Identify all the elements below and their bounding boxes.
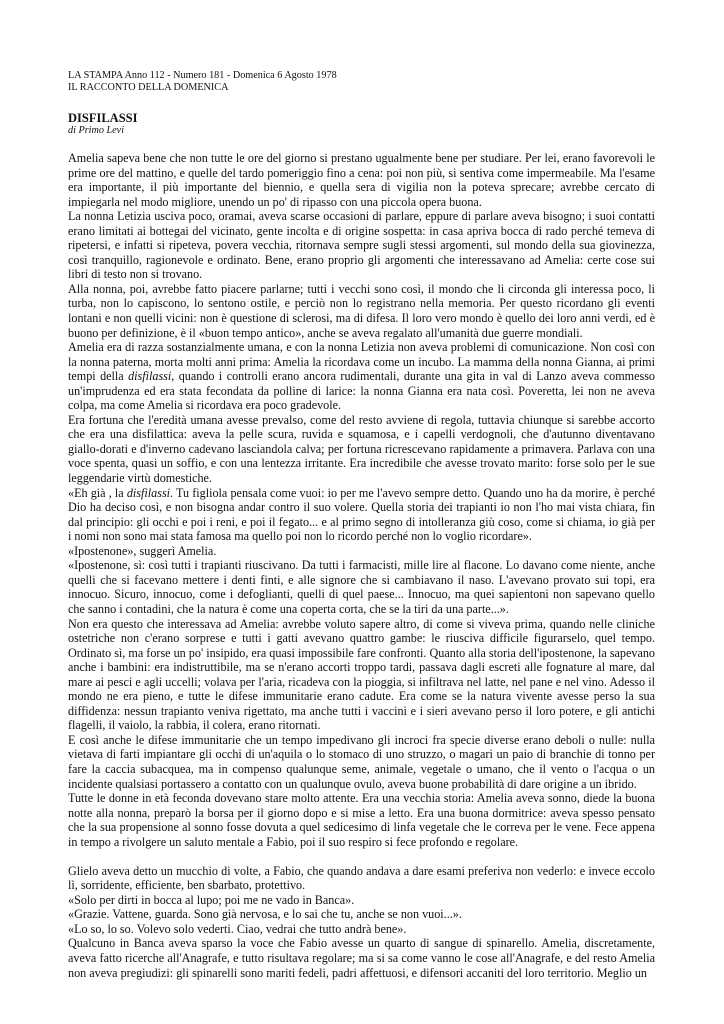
paragraph-text: , quando i controlli erano ancora rudimentali, durante una gita in val di Lanzo aveva commesso un'imprudenza ed era stata fecondata da polline di larice: la nonna Gianna era nata così. Poveretta, lei non ne aveva colpa, ma come Amelia si ricordava era poco gradevole. <box>68 369 656 413</box>
paragraph: E così anche le difese immunitarie che un tempo impedivano gli incroci fra specie diverse erano deboli o nulle: nulla vietava di farti impiantare gli occhi di un'aquila o lo stomaco di uno struzzo, o magari un paio di branchie di tonno per fare la caccia subacquea, ma in compenso qualunque seme, animale, vegetale o umano, che il vento o l'acqua o un incidente qualsiasi portassero a contatto con un qualunque ovulo, aveva buone probabilità di dare origine a un ibrido. <box>68 732 655 791</box>
paragraph: Alla nonna, poi, avrebbe fatto piacere parlarne; tutti i vecchi sono così, il mondo che li circonda gli interessa poco, li turba, non lo capiscono, lo sentono ostile, e perciò non lo registrano nella memoria. Per questo ricordano gli eventi lontani e non quelli vicini: non è questione di sclerosi, ma di difesa. Il loro vero mondo è quello dei loro anni verdi, ed è buono per definizione, è il «buon tempo antico», anche se aveva regalato all'umanità due guerre mondiali. <box>68 281 655 340</box>
article-title: DISFILASSI <box>68 111 138 125</box>
paragraph: La nonna Letizia usciva poco, oramai, aveva scarse occasioni di parlare, eppure di parlare aveva bisogno; i suoi contatti erano limitati ai bottegai del vicinato, gente incolta e di origine sospetta: in casa apriva bocca di rado perché temeva di ripetersi, e infatti si ripeteva, povera vecchia, ritornava sempre sugli stessi argomenti, sul mondo della sua giovinezza, così tranquillo, ragionevole e ordinato. Bene, erano proprio gli argomenti che interessavano ad Amelia: certe cose sui libri di testo non si trovano. <box>68 209 655 282</box>
newspaper-dateline: LA STAMPA Anno 112 - Numero 181 - Domenica 6 Agosto 1978 <box>68 70 337 81</box>
paragraph: Era fortuna che l'eredità umana avesse prevalso, come del resto avviene di regola, tuttavia chiunque si sarebbe accorto che era una disfilattica: aveva la pelle scura, ruvida e squamosa, e i capelli verdognoli, che d'autunno diventavano giallo-dorati e d'inverno cadevano lasciandola calva; per fortuna ricrescevano rapidamente a primavera. Parlava con una voce spenta, quasi un soffio, e con una lentezza irritante. Era incredibile che avesse trovato marito: forse solo per le sue leggendarie virtù domestiche. <box>68 412 655 486</box>
italic-term: disfilassi <box>128 369 172 384</box>
paragraph-text: . Tu figliola pensala come vuoi: io per me l'avevo sempre detto. Quando uno ha da morire, è perché Dio ha deciso così, e non bisogna andar contro il suo volere. Quella storia dei trapianti io non l'ho mai vista chiara, fin dal principio: gli occhi e poi i reni, e poi il fegato... e al primo segno di intolleranza giù coso, come si chiama, io già per i nomi non sono mai stata famosa ma quello poi non lo ricordo perché non lo voglio ricordare». <box>68 485 656 544</box>
paragraph: Glielo aveva detto un mucchio di volte, a Fabio, che quando andava a dare esami preferiva non vederlo: e invece eccolo lì, sorridente, efficiente, ben sbarbato, protettivo. <box>68 863 655 893</box>
paragraph: Tutte le donne in età feconda dovevano stare molto attente. Era una vecchia storia: Amelia aveva sonno, diede la buona notte alla nonna, preparò la borsa per il giorno dopo e si mise a letto. Era una buona dormitrice: aveva spesso pensato che la sua propensione al sonno fosse dovuta a quel sedicesimo di linfa vegetale che le correva per le vene. Fece appena in tempo a rivolgere un saluto mentale a Fabio, poi il suo respiro si fece profondo e regolare. <box>68 791 655 849</box>
paragraph <box>68 486 655 544</box>
paragraph: «Ipostenone», suggerì Amelia. <box>68 543 217 558</box>
paragraph-text: Amelia era di razza sostanzialmente umana, e con la nonna Letizia non aveva problemi di comunicazione. Non così con la nonna paterna, morta molti anni prima: Amelia la ricordava come un incubo. La mamma della nonna Gianna, ai primi tempi della <box>68 340 655 384</box>
paragraph-text: «Eh già , la <box>68 485 127 500</box>
paragraph: «Ipostenone, sì: così tutti i trapianti riuscivano. Da tutti i farmacisti, mille lire al flacone. Lo davano come niente, anche quelli che si facevano mettere i denti finti, e alle signore che si cambiavano il naso. L'avevano provato sui topi, era innocuo. Sicuro, innocuo, come i defoglianti, quelli di quel paese... Innocuo, ma quei sapientoni non sapevano quello che sanno i contadini, che la natura è come una coperta corta, che se la tiri da una parte...». <box>68 558 655 616</box>
italic-term: disfilassi <box>126 485 171 500</box>
dialogue-line: «Grazie. Vattene, guarda. Sono già nervosa, e lo sai che tu, anche se non vuoi...». <box>68 907 462 922</box>
section-title: IL RACCONTO DELLA DOMENICA <box>68 82 229 93</box>
paragraph: Amelia sapeva bene che non tutte le ore del giorno si prestano ugualmente bene per studiare. Per lei, erano favorevoli le prime ore del mattino, e quelle del tardo pomeriggio fino a cena: poi non più, si sentiva come impermeabile. Ma l'esame era importante, il più importante del biennio, e quella sera di vigilia non la poteva sprecare; avrebbe cercato di impiegarla nel modo migliore, unendo un po' di ripasso con una piccola opera buona. <box>68 151 655 209</box>
dialogue-line: «Solo per dirti in bocca al lupo; poi me ne vado in Banca». <box>68 892 355 907</box>
paragraph: Qualcuno in Banca aveva sparso la voce che Fabio avesse un quarto di sangue di spinarello. Amelia, discretamente, aveva fatto ricerche all'Anagrafe, e tutto risultava regolare; ma si sa come vanno le cose all'Anagrafe, e del resto Amelia non aveva pregiudizi: gli spinarelli sono mariti fedeli, padri affettuosi, e difensori accaniti del loro territorio. Meglio un <box>68 936 655 980</box>
paragraph: Non era questo che interessava ad Amelia: avrebbe voluto sapere altro, di come si viveva prima, quando nelle cliniche ostetriche non c'erano sorprese e tutti i gatti avevano quattro gambe: le riusciva difficile figurarselo, quel tempo. Ordinato sì, ma forse un po' insipido, era quasi impossibile fare confronti. Quanto alla storia dell'ipostenone, la sapevano anche i bambini: era indistruttibile, ma se n'erano accorti troppo tardi, passava dagli escreti alle fognature al mare, dal mare ai pesci e agli uccelli; volava per l'aria, ricadeva con la pioggia, si infiltrava nel latte, nel pane e nel vino. Adesso il mondo ne era pieno, e tutte le difese immunitarie erano cadute. Era come se la natura vivente avesse perso la sua diffidenza: nessun trapianto veniva rigettato, ma anche tutti i vaccini e i sieri avevano perso il loro potere, e gli antichi flagelli, il vaiolo, la rabbia, il colera, erano ritornati. <box>68 616 655 733</box>
dialogue-line: «Lo so, lo so. Volevo solo vederti. Ciao, vedrai che tutto andrà bene». <box>68 921 407 936</box>
article-page <box>68 70 655 980</box>
paragraph <box>68 340 655 413</box>
article-body <box>68 151 655 980</box>
article-byline: di Primo Levi <box>68 125 125 136</box>
